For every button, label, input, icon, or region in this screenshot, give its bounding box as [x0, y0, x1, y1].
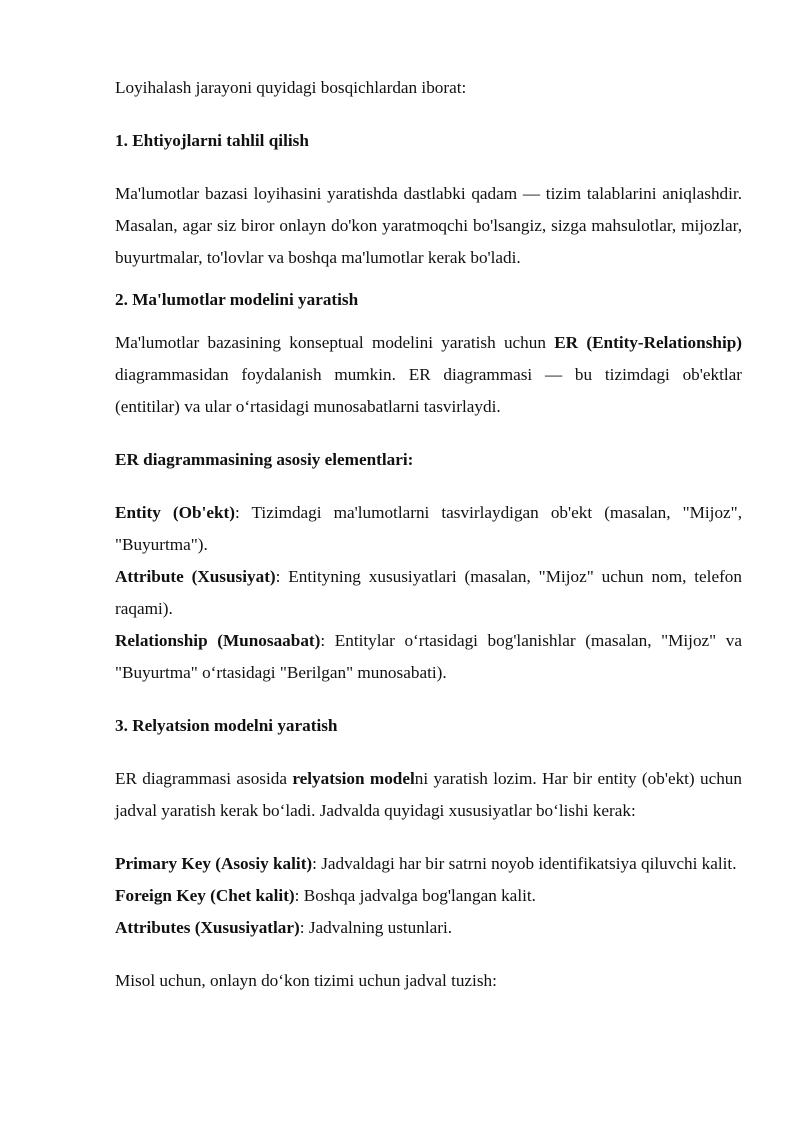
- definition-attribute: [115, 561, 742, 625]
- section-3-paragraph: [115, 763, 742, 827]
- er-elements-heading: ER diagrammasining asosiy elementlari:: [115, 450, 414, 469]
- definition-desc: : Entitylar o‘rtasidagi bog'lanishlar (masalan, "Mijoz" va "Buyurtma" o‘rtasidagi "Berilgan" munosabati).: [115, 631, 743, 682]
- definition-term: Entity (Ob'ekt): [115, 503, 235, 522]
- section-3-text-after: ni yaratish lozim. Har bir entity (ob'ekt) uchun jadval yaratish kerak bo‘ladi. Jadvalda quyidagi xususiyatlar bo‘lishi kerak:: [115, 769, 742, 820]
- section-2-paragraph: [115, 327, 742, 423]
- definition-desc: : Jadvalning ustunlari.: [299, 918, 453, 937]
- section-2-text-after: diagrammasidan foydalanish mumkin. ER diagrammasi — bu tizimdagi ob'ektlar (entitilar) va ular o‘rtasidagi munosabatlarni tasvirlaydi.: [115, 365, 742, 416]
- closing-text: Misol uchun, onlayn do‘kon tizimi uchun jadval tuzish:: [115, 971, 497, 990]
- section-2-heading: 2. Ma'lumotlar modelini yaratish: [115, 290, 359, 309]
- keys-list: [115, 848, 742, 944]
- relational-model-term: relyatsion model: [292, 769, 415, 788]
- definition-desc: : Jadvaldagi har bir satrni noyob identifikatsiya qiluvchi kalit.: [312, 854, 737, 873]
- definition-relationship: [115, 625, 742, 689]
- section-3-heading: 3. Relyatsion modelni yaratish: [115, 716, 338, 735]
- definition-desc: : Tizimdagi ma'lumotlarni tasvirlaydigan ob'ekt (masalan, "Mijoz", "Buyurtma").: [115, 503, 742, 554]
- definition-term: Attribute (Xususiyat): [115, 567, 276, 586]
- er-elements-list: [115, 497, 742, 689]
- definition-foreign-key: [115, 880, 742, 912]
- definition-desc: : Entityning xususiyatlari (masalan, "Mijoz" uchun nom, telefon raqami).: [115, 567, 742, 618]
- section-2-text-before: Ma'lumotlar bazasining konseptual modelini yaratish uchun: [115, 333, 555, 352]
- definition-primary-key: [115, 848, 742, 880]
- intro-text: Loyihalash jarayoni quyidagi bosqichlardan iborat:: [115, 78, 467, 97]
- definition-term: Attributes (Xususiyatlar): [115, 918, 300, 937]
- definition-desc: : Boshqa jadvalga bog'langan kalit.: [294, 886, 536, 905]
- section-3-text-before: ER diagrammasi asosida: [115, 769, 293, 788]
- definition-entity: [115, 497, 742, 561]
- section-1-paragraph: Ma'lumotlar bazasi loyihasini yaratishda dastlabki qadam — tizim talablarini aniqlashdir. Masalan, agar siz biror onlayn do'kon yaratmoqchi bo'lsangiz, sizga mahsulotlar, mijozlar, buyurtmalar, to'lovlar va boshqa ma'lumotlar kerak bo'ladi.: [115, 184, 742, 267]
- er-term: ER (Entity-Relationship): [554, 333, 742, 352]
- definition-attributes: [115, 912, 742, 944]
- definition-term: Relationship (Munosaabat): [115, 631, 321, 650]
- definition-term: Foreign Key (Chet kalit): [115, 886, 295, 905]
- section-1-heading: 1. Ehtiyojlarni tahlil qilish: [115, 131, 309, 150]
- document-page: [115, 72, 742, 997]
- definition-term: Primary Key (Asosiy kalit): [115, 854, 313, 873]
